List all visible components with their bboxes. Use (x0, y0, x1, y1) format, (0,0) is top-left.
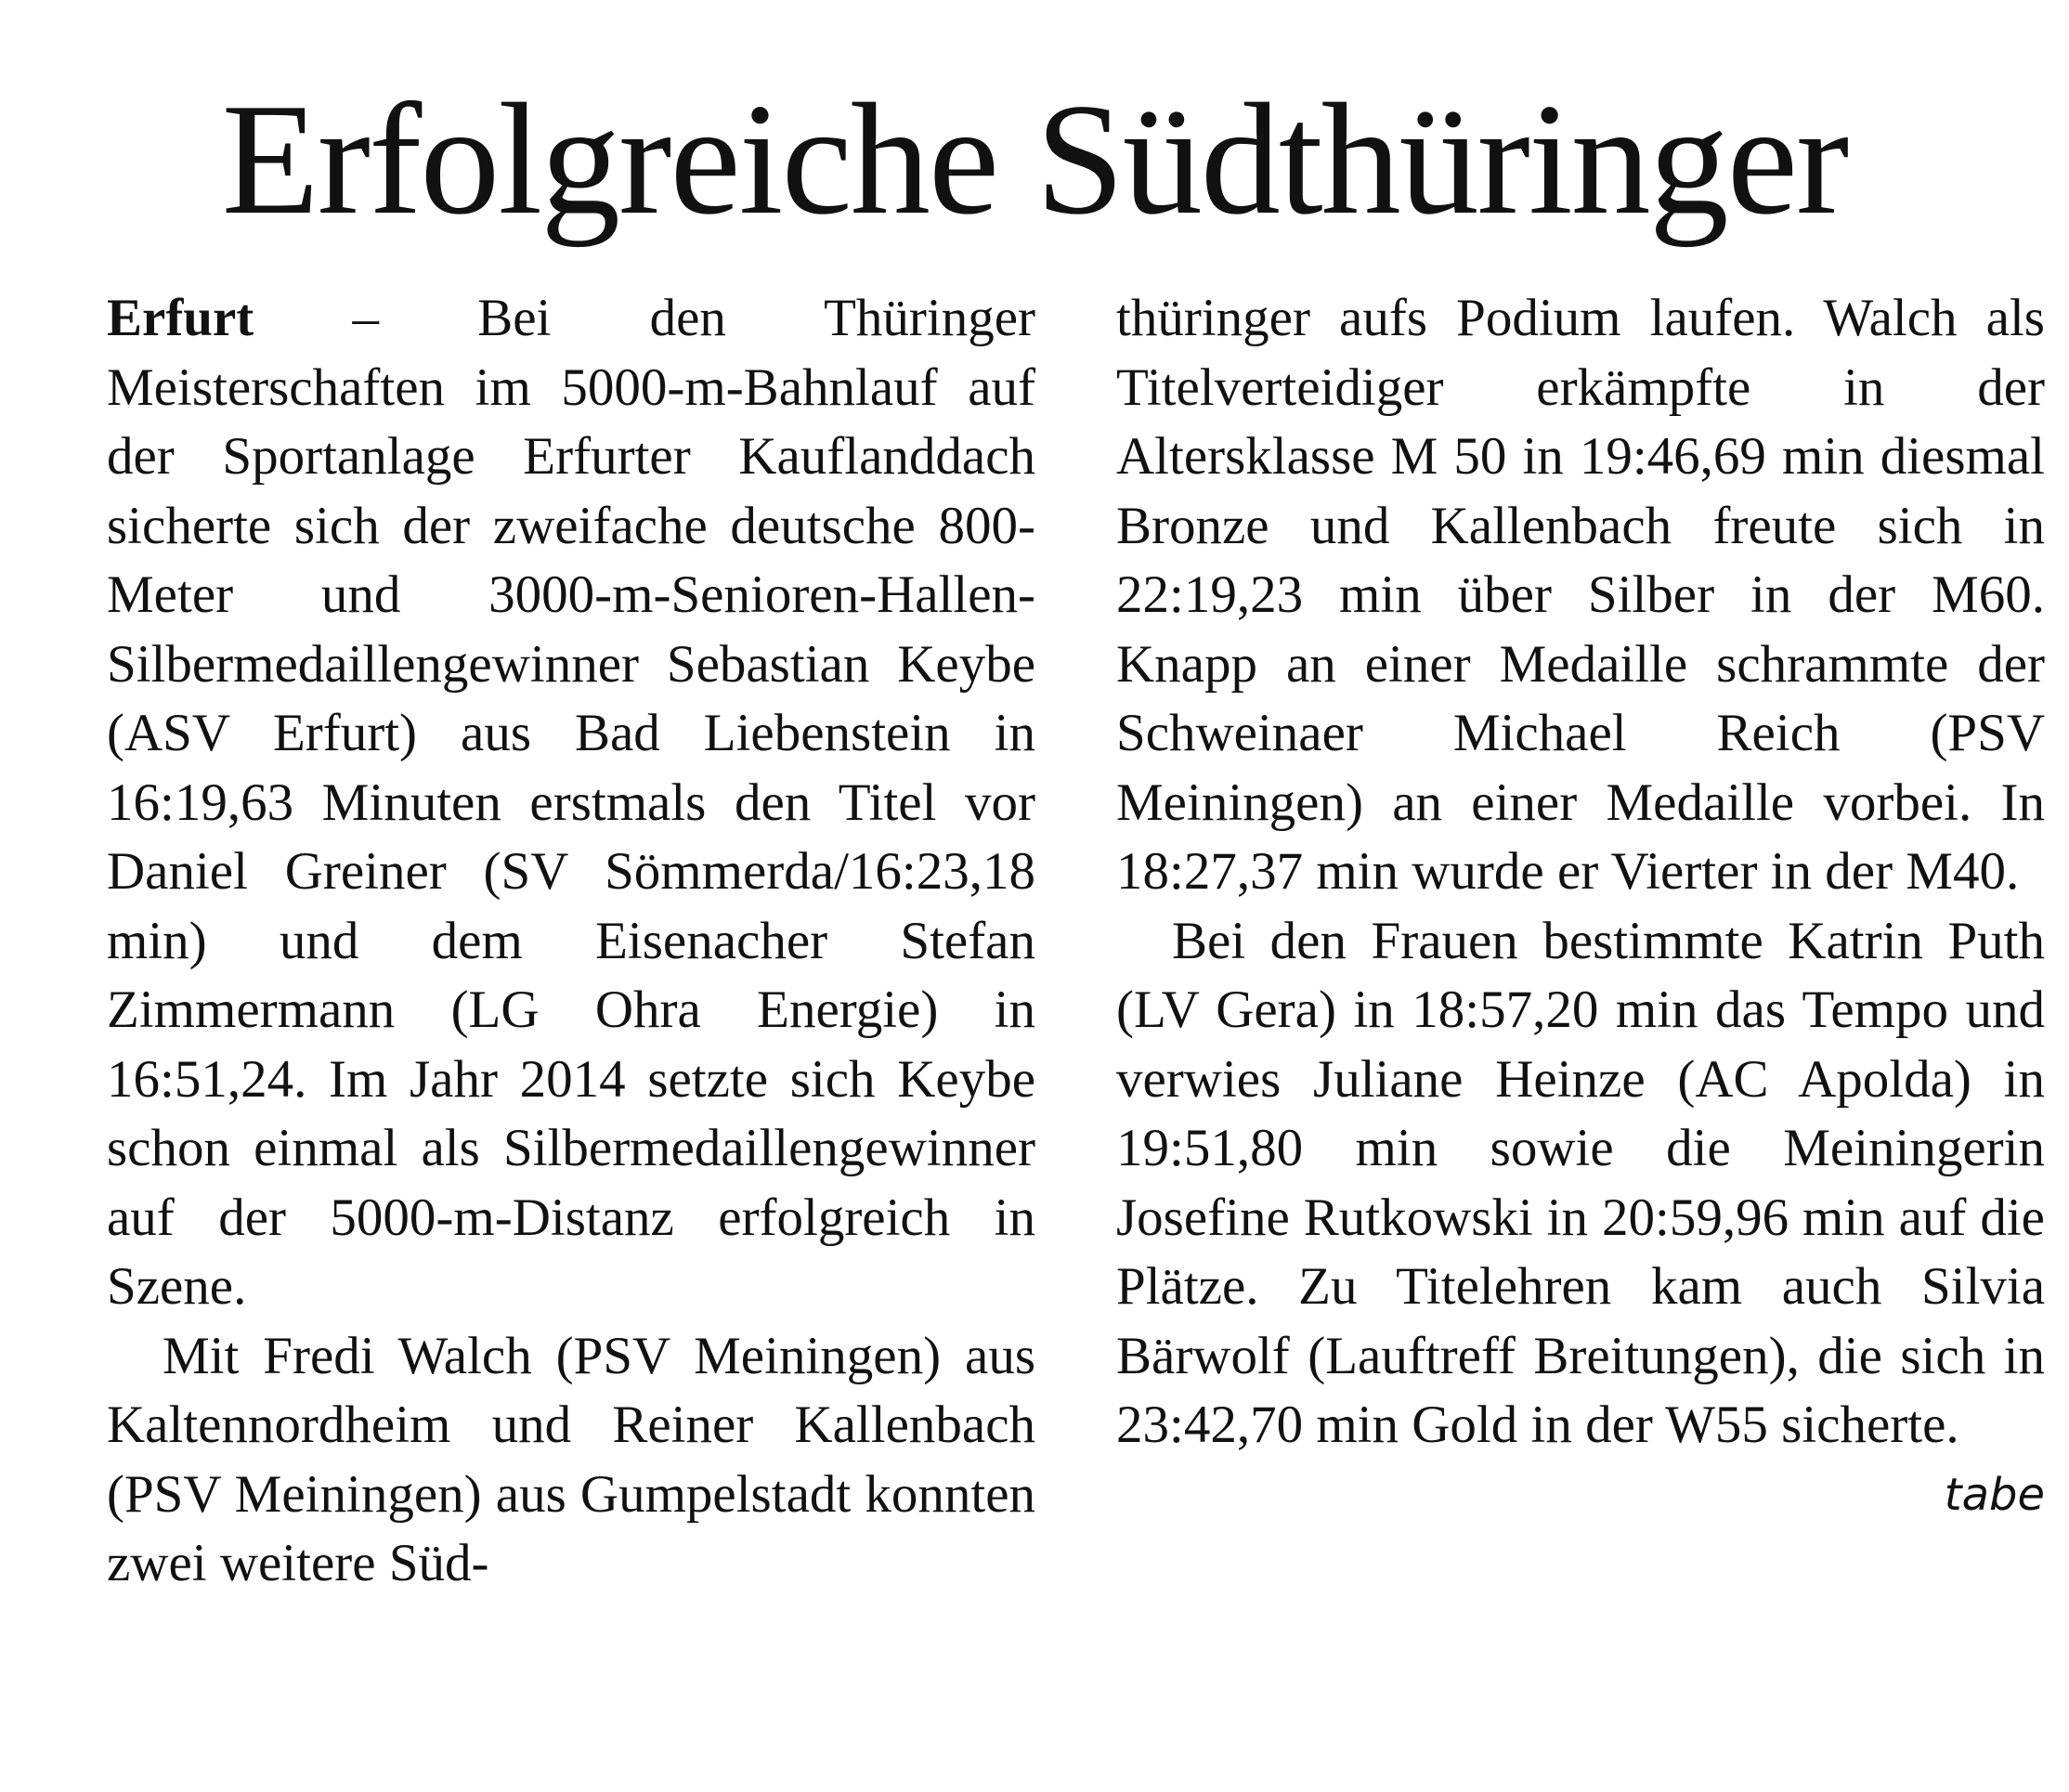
article-column-left (107, 284, 1035, 1599)
paragraph-3-text: Bei den Frauen bestimmte Katrin Puth (LV Gera) in 18:57,20 min das Tempo und verwies Juliane Heinze (AC Apolda) in 19:51,80 min sowie die Meiningerin Josefine Rutkowski in 20:59,96 min auf die Plätze. Zu Titelehren kam auch Silvia Bärwolf (Lauftreff Breitungen), die sich in 23:42,70 min Gold in der W55 sicherte. (1116, 911, 2045, 1454)
article-paragraph-3 (1116, 907, 2045, 1521)
author-tag: tabe (1944, 1468, 2045, 1521)
article-column-right (1116, 284, 2045, 1529)
dateline: Erfurt (107, 289, 254, 347)
article-headline: Erfolgreiche Südthüringer (221, 71, 1848, 248)
article-paragraph-2: Mit Fredi Walch (PSV Meiningen) aus Kaltennordheim und Reiner Kallenbach (PSV Meiningen) aus Gumpelstadt konnten zwei weitere Süd- (107, 1326, 1035, 1592)
paragraph-1-text: – Bei den Thüringer Meisterschaften im 5000-m-Bahnlauf auf der Sportanlage Erfurter Kauflanddach sicherte sich der zweifache deutsche 800-Meter und 3000-m-Senioren-Hallen-Silbermedaillengewinner Sebastian Keybe (ASV Erfurt) aus Bad Liebenstein in 16:19,63 Minuten erstmals den Titel vor Daniel Greiner (SV Sömmerda/16:23,18 min) und dem Eisenacher Stefan Zimmermann (LG Ohra Energie) in 16:51,24. Im Jahr 2014 setzte sich Keybe schon einmal als Silbermedaillengewinner auf der 5000-m-Distanz erfolgreich in Szene. (107, 289, 1035, 1316)
article-paragraph-2-continued: thüringer aufs Podium laufen. Walch als Titelverteidiger erkämpfte in der Altersklasse M 50 in 19:46,69 min diesmal Bronze und Kallenbach freute sich in 22:19,23 min über Silber in der M60. Knapp an einer Medaille schrammte der Schweinaer Michael Reich (PSV Meiningen) an einer Medaille vorbei. In 18:27,37 min wurde er Vierter in der M40. (1116, 289, 2045, 901)
article-paragraph-1 (107, 284, 1035, 1322)
